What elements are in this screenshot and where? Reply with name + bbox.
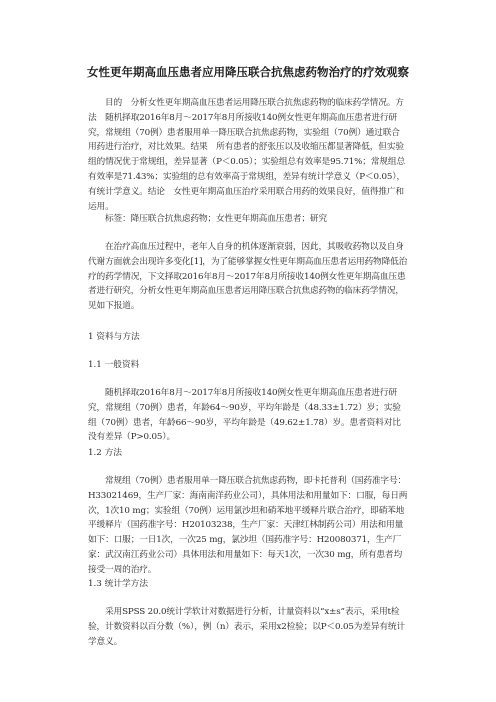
section-1-1-paragraph: 随机择取2016年8月～2017年8月所接收140例女性更年期高血压患者进行研究，常规组（70例）患者，年龄64～90岁，平均年龄是（48.33±1.72）岁；实验组（70例）患者，年龄66～90岁，平均年龄是（49.62±1.78）岁。患者资料对比没有差异（P>0.05）。 <box>88 388 401 443</box>
section-1-2-heading: 1.2 方法 <box>88 448 122 458</box>
section-1-3-paragraph: 采用SPSS 20.0统计学软计对数据进行分析，计量资料以“x±s”表示，采用t检验，计数资料以百分数（%），例（n）表示，采用x2检验；以P＜0.05为差异有统计学意义。 <box>88 607 405 647</box>
keywords-paragraph: 标签：降压联合抗焦虑药物；女性更年期高血压患者；研究 <box>105 214 327 224</box>
section-1-1-heading: 1.1 一般资料 <box>88 360 140 370</box>
paper-title: 女性更年期高血压患者应用降压联合抗焦虑药物治疗的疗效观察 <box>87 65 409 79</box>
section-1-3-heading: 1.3 统计学方法 <box>88 579 149 589</box>
abstract-paragraph: 目的 分析女性更年期高血压患者运用降压联合抗焦虑药物的临床药学情况。方法 随机择取2016年8月～2017年8月所接收140例女性更年期高血压患者进行研究，常规组（70例）患者服用单一降压联合抗焦虑药物，实验组（70例）通过联合用药进行治疗，对比效果。结果 所有患者的舒张压以及收缩压都显著降低，但实验组的情况优于常规组，差异显著（P＜0.05）；实验组总有效率是95.71%；常规组总有效率是71.43%；实验组的总有效率高于常规组，差异有统计学意义（P＜0.05），有统计学意义。结论 女性更年期高血压治疗采用联合用药的效果良好，值得推广和运用。 <box>88 98 405 212</box>
intro-paragraph: 在治疗高血压过程中，老年人自身的机体逐渐衰弱，因此，其吸收药物以及自身代谢方面就会出现许多变化[1]，为了能够掌握女性更年期高血压患者运用药物降低治疗的药学情况，下文择取2016年8月～2017年8月所接收140例女性更年期高血压患者进行研究，分析女性更年期高血压患者运用降压联合抗焦虑药物的临床药学情况，见如下报道。 <box>88 242 408 312</box>
section-1-2-paragraph: 常规组（70例）患者服用单一降压联合抗焦虑药物，即卡托普利（国药准字号：H33021469，生产厂家：海南南洋药业公司），具体用法和用量如下：口服，每日两次，1次10 mg；实验组（70例）运用氯沙坦和硝苯地平缓释片联合治疗，即硝苯地平缓释片（国药准字号：H20103238，生产厂家：天津红林制药公司）用法和用量如下：口服；一日1次，一次25 mg，氯沙坦（国药准字号：H20080371，生产厂家：武汉南江药业公司）具体用法和用量如下：每天1次，一次30 mg，所有患者均接受一周的治疗。 <box>88 476 408 575</box>
section-1-heading: 1 资料与方法 <box>88 332 140 342</box>
